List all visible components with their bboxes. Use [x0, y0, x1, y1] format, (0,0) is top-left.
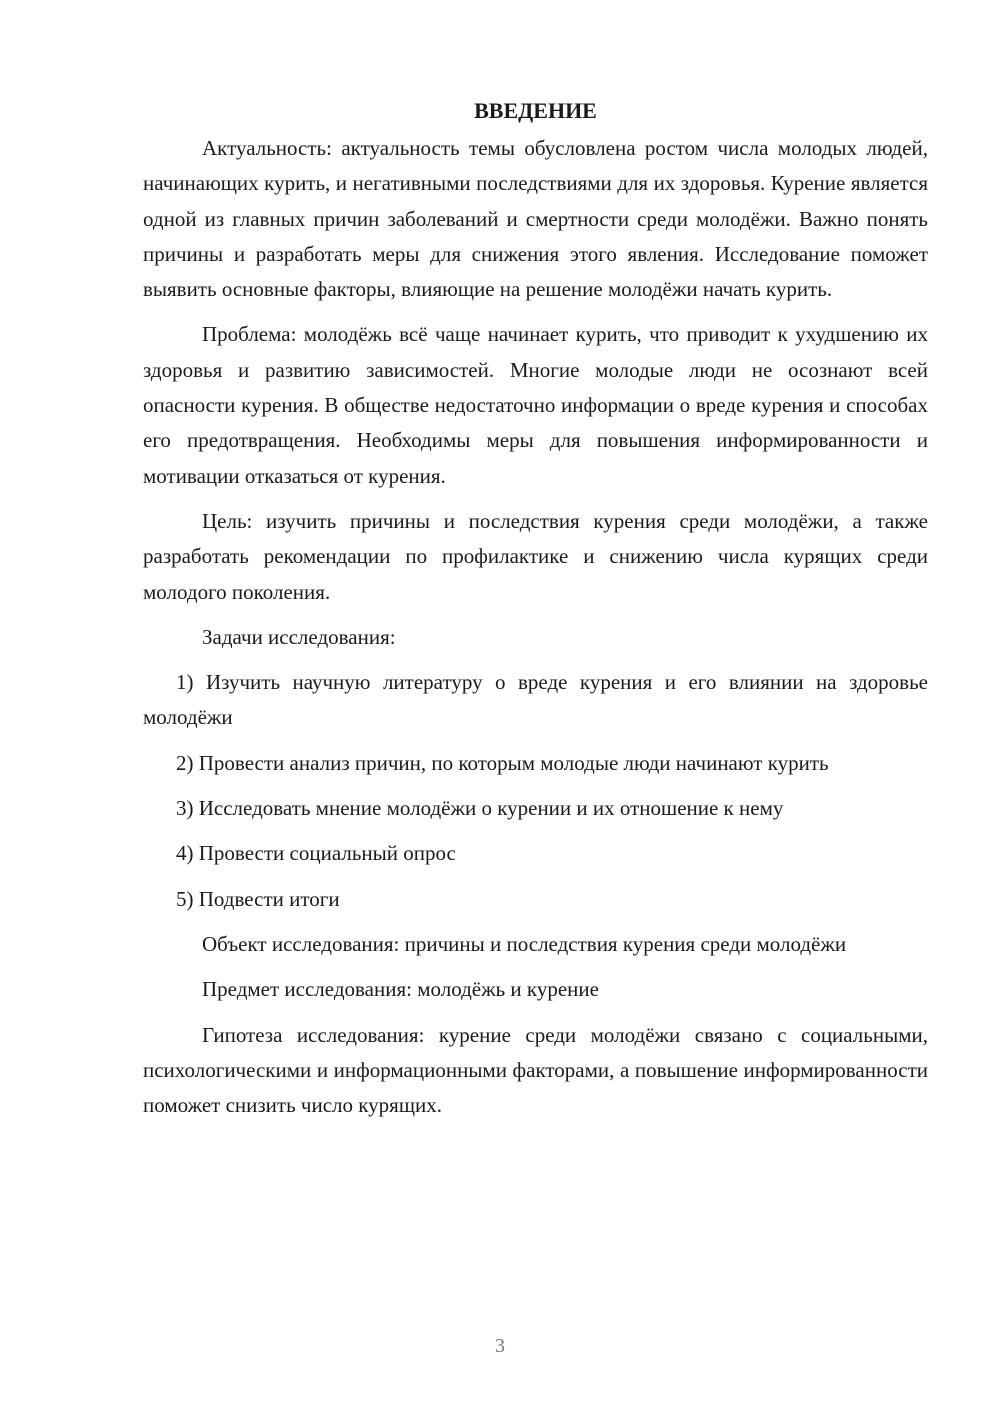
hypothesis-paragraph: Гипотеза исследования: курение среди молодёжи связано с социальными, психологическими и информационными факторами, а повышение информированности поможет снизить число курящих. — [143, 1022, 928, 1118]
task-item-2: 2) Провести анализ причин, по которым молодые люди начинают курить — [176, 750, 829, 775]
task-item-4: 4) Провести социальный опрос — [176, 841, 456, 866]
problem-paragraph: Проблема: молодёжь всё чаще начинает курить, что приводит к ухудшению их здоровья и развитию зависимостей. Многие молодые люди не осознают всей опасности курения. В обществе недостаточно информации о вреде курения и способах его предотвращения. Необходимы меры для повышения информированности и мотивации отказаться от курения. — [143, 322, 928, 488]
task-item-5: 5) Подвести итоги — [176, 886, 340, 911]
task-item-1: 1) Изучить научную литературу о вреде курения и его влиянии на здоровье молодёжи — [143, 670, 928, 730]
object-paragraph: Объект исследования: причины и последствия курения среди молодёжи — [202, 931, 847, 956]
relevance-paragraph: Актуальность: актуальность темы обусловлена ростом числа молодых людей, начинающих курить, и негативными последствиями для их здоровья. Курение является одной из главных причин заболеваний и смертности среди молодёжи. Важно понять причины и разработать меры для снижения этого явления. Исследование поможет выявить основные факторы, влияющие на решение молодёжи начать курить. — [143, 136, 928, 302]
subject-paragraph: Предмет исследования: молодёжь и курение — [202, 977, 599, 1002]
page-content — [143, 96, 928, 1133]
goal-paragraph: Цель: изучить причины и последствия курения среди молодёжи, а также разработать рекомендации по профилактике и снижению числа курящих среди молодого поколения. — [143, 508, 928, 604]
tasks-heading: Задачи исследования: — [202, 624, 396, 649]
page-title: ВВЕДЕНИЕ — [474, 98, 597, 123]
page-number: 3 — [495, 1335, 505, 1357]
task-item-3: 3) Исследовать мнение молодёжи о курении и их отношение к нему — [176, 796, 784, 821]
